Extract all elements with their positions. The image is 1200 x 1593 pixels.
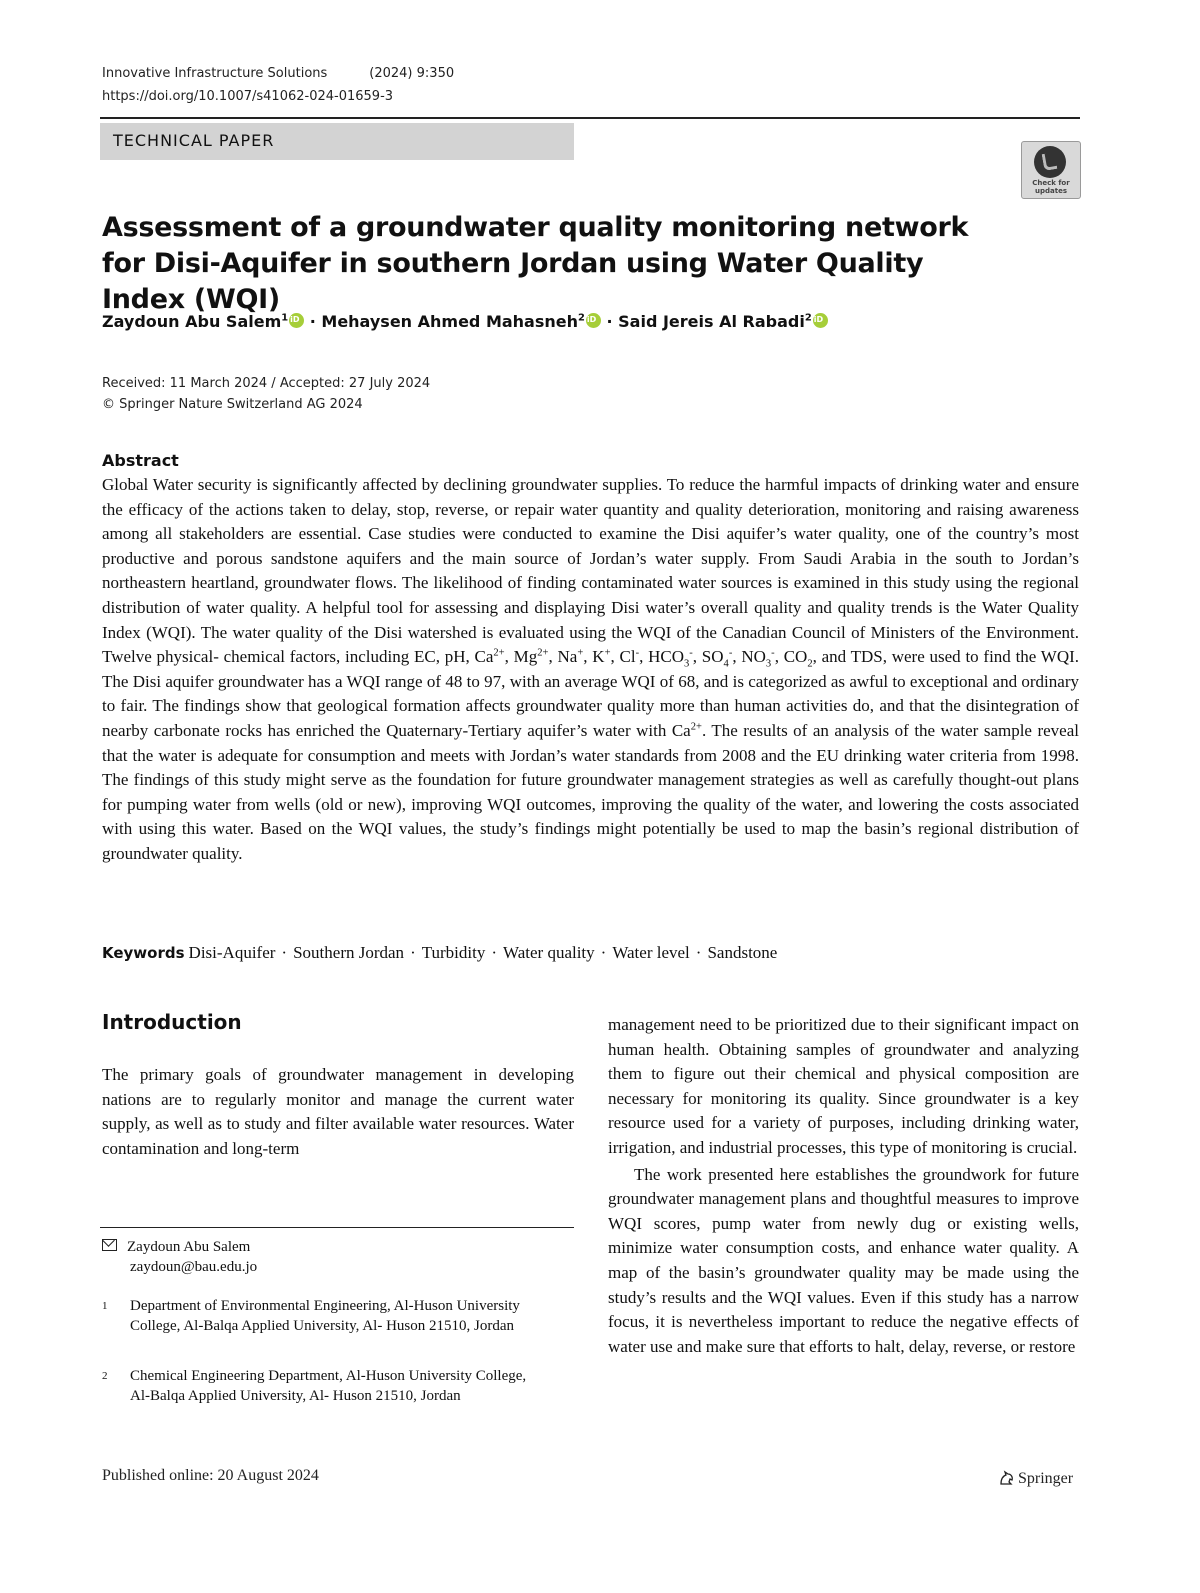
affiliation-number: 1 [102, 1300, 108, 1312]
orcid-icon[interactable] [586, 313, 601, 328]
author-name: Said Jereis Al Rabadi [618, 312, 805, 331]
corresponding-email[interactable]: zaydoun@bau.edu.jo [130, 1259, 258, 1275]
publisher-name: Springer [1018, 1470, 1074, 1487]
check-updates-icon [1034, 146, 1066, 178]
published-online: Published online: 20 August 2024 [102, 1467, 319, 1484]
orcid-icon[interactable] [289, 313, 304, 328]
author-affiliation-mark: 2 [804, 312, 812, 324]
keywords-heading: Keywords [102, 944, 185, 962]
keyword: Water level [612, 943, 690, 962]
introduction-heading: Introduction [102, 1010, 242, 1034]
abstract-body: Global Water security is significantly affected by declining groundwater supplies. To reduce the harmful impacts of drinking water and ensure the efficacy of the actions taken to delay, stop, reverse, or repair water quantity and quality deterioration, monitoring and raising awareness among all stakeholders are essential. Case studies were conducted to examine the Disi aquifer’s water quality, one of the country’s most productive and porous sandstone aquifers and the main source of Jordan’s water supply. From Saudi Arabia in the south to Jordan’s northeastern heartland, groundwater flows. The likelihood of finding contaminated water sources is examined in this study using the regional distribution of water quality. A helpful tool for assessing and displaying Disi water’s overall quality and quality trends is the Water Quality Index (WQI). The water quality of the Disi watershed is evaluated using the WQI of the Canadian Council of Ministers of the Environment. Twelve physical- chemical factors, including EC, pH, $Ca^{2+}$, $Mg^{2+}$, Na+, K+, Cl-, $HCO_3^-$, $SO_4^-$, $NO_3^-$, $CO_2$, and TDS, were used to find the WQI. The Disi aquifer groundwater has a WQI range of 48 to 97, with an average WQI of 68, and is categorized as awful to exceptional and ordinary to fair. The findings show that geological formation affects groundwater quality more than human activities do, and that the disintegration of nearby carbonate rocks has enriched the Quaternary-Tertiary aquifer’s water with $Ca^{2+}$. The results of an analysis of the water sample reveal that the water is adequate for consumption and meets with Jordan’s water standards from 2008 and the EU drinking water criteria from 1998. The findings of this study might serve as the foundation for future groundwater management strategies as well as carefully thought-out plans for pumping water from wells (old or new), improving WQI outcomes, improving the quality of the water, and lowering the costs associated with using this water. Based on the WQI values, the study’s findings might potentially be used to map the basin’s regional distribution of groundwater quality. [102, 475, 1080, 863]
doi-link[interactable]: https://doi.org/10.1007/s41062-024-01659-3 [102, 89, 394, 104]
springer-horse-icon [998, 1469, 1015, 1486]
received-accepted: Received: 11 March 2024 / Accepted: 27 July 2024 [102, 376, 431, 391]
introduction-paragraph-continued: management need to be prioritized due to their significant impact on human health. Obtaining samples of groundwater and analyzing them to figure out their chemical and physical composition are necessary for monitoring its quality. Since groundwater is a key resource used for a variety of purposes, including drinking water, irrigation, and industrial processes, this type of monitoring is crucial. [608, 1015, 1079, 1157]
introduction-paragraph: The work presented here establishes the groundwork for future groundwater management plans and thoughtful measures to improve WQI scores, pump water from newly dug or existing wells, minimize water consumption costs, and enhance water quality. A map of the basin’s groundwater quality may be made using the study’s results and the WQI values. Even if this study has a narrow focus, it is nevertheless important to reduce the negative effects of water use and make sure that efforts to halt, delay, reverse, or restore [608, 1164, 1079, 1356]
check-updates-label: Check for updates [1032, 179, 1070, 195]
affiliation-number: 2 [102, 1370, 108, 1382]
keyword: Turbidity [421, 943, 486, 962]
article-dates [102, 373, 430, 415]
envelope-icon [102, 1239, 117, 1251]
copyright: © Springer Nature Switzerland AG 2024 [102, 397, 363, 412]
header-rule [100, 117, 1080, 119]
paper-title: Assessment of a groundwater quality monitoring network for Disi-Aquifer in southern Jordan using Water Quality Index (WQI) [102, 212, 969, 315]
corresponding-name: Zaydoun Abu Salem [127, 1239, 251, 1255]
right-column [608, 1013, 1079, 1359]
orcid-icon[interactable] [813, 313, 828, 328]
abstract-heading: Abstract [102, 451, 179, 470]
introduction-paragraph: The primary goals of groundwater management in developing nations are to regularly monitor and manage the current water supply, as well as to study and filter available water resources. Water contamination and long-term [102, 1065, 574, 1158]
footnote-rule [100, 1227, 574, 1228]
affiliation [102, 1367, 532, 1427]
paper-type-label: TECHNICAL PAPER [113, 131, 275, 150]
check-for-updates-badge[interactable] [1021, 141, 1081, 199]
keyword: Southern Jordan [293, 943, 405, 962]
author-name: Mehaysen Ahmed Mahasneh [321, 312, 579, 331]
publisher-logo [998, 1469, 1073, 1488]
keyword: Water quality [503, 943, 595, 962]
journal-header [102, 66, 454, 81]
journal-volume: (2024) 9:350 [369, 66, 455, 81]
author-name: Zaydoun Abu Salem [102, 312, 282, 331]
affiliation-text: Department of Environmental Engineering, Al-Huson University College, Al-Balqa Applied University, Al- Huson 21510, Jordan [130, 1298, 520, 1334]
keywords: Keywords Disi-Aquifer · Southern Jordan · Turbidity · Water quality · Water level · Sandstone [102, 943, 778, 962]
corresponding-author [102, 1238, 258, 1275]
affiliation-text: Chemical Engineering Department, Al-Huson University College, Al-Balqa Applied University, Al- Huson 21510, Jordan [130, 1368, 527, 1404]
author-list: Zaydoun Abu Salem$^1$iD · Mehaysen Ahmed Mahasneh$^2$iD · Said Jereis Al Rabadi$^2$iD [102, 312, 828, 331]
keyword: Sandstone [707, 943, 778, 962]
affiliation [102, 1297, 532, 1357]
keyword: Disi-Aquifer [188, 943, 276, 962]
journal-name: Innovative Infrastructure Solutions [102, 66, 328, 81]
author-affiliation-mark: 1 [281, 312, 289, 324]
author-affiliation-mark: 2 [578, 312, 585, 324]
paper-type-banner [100, 123, 574, 160]
